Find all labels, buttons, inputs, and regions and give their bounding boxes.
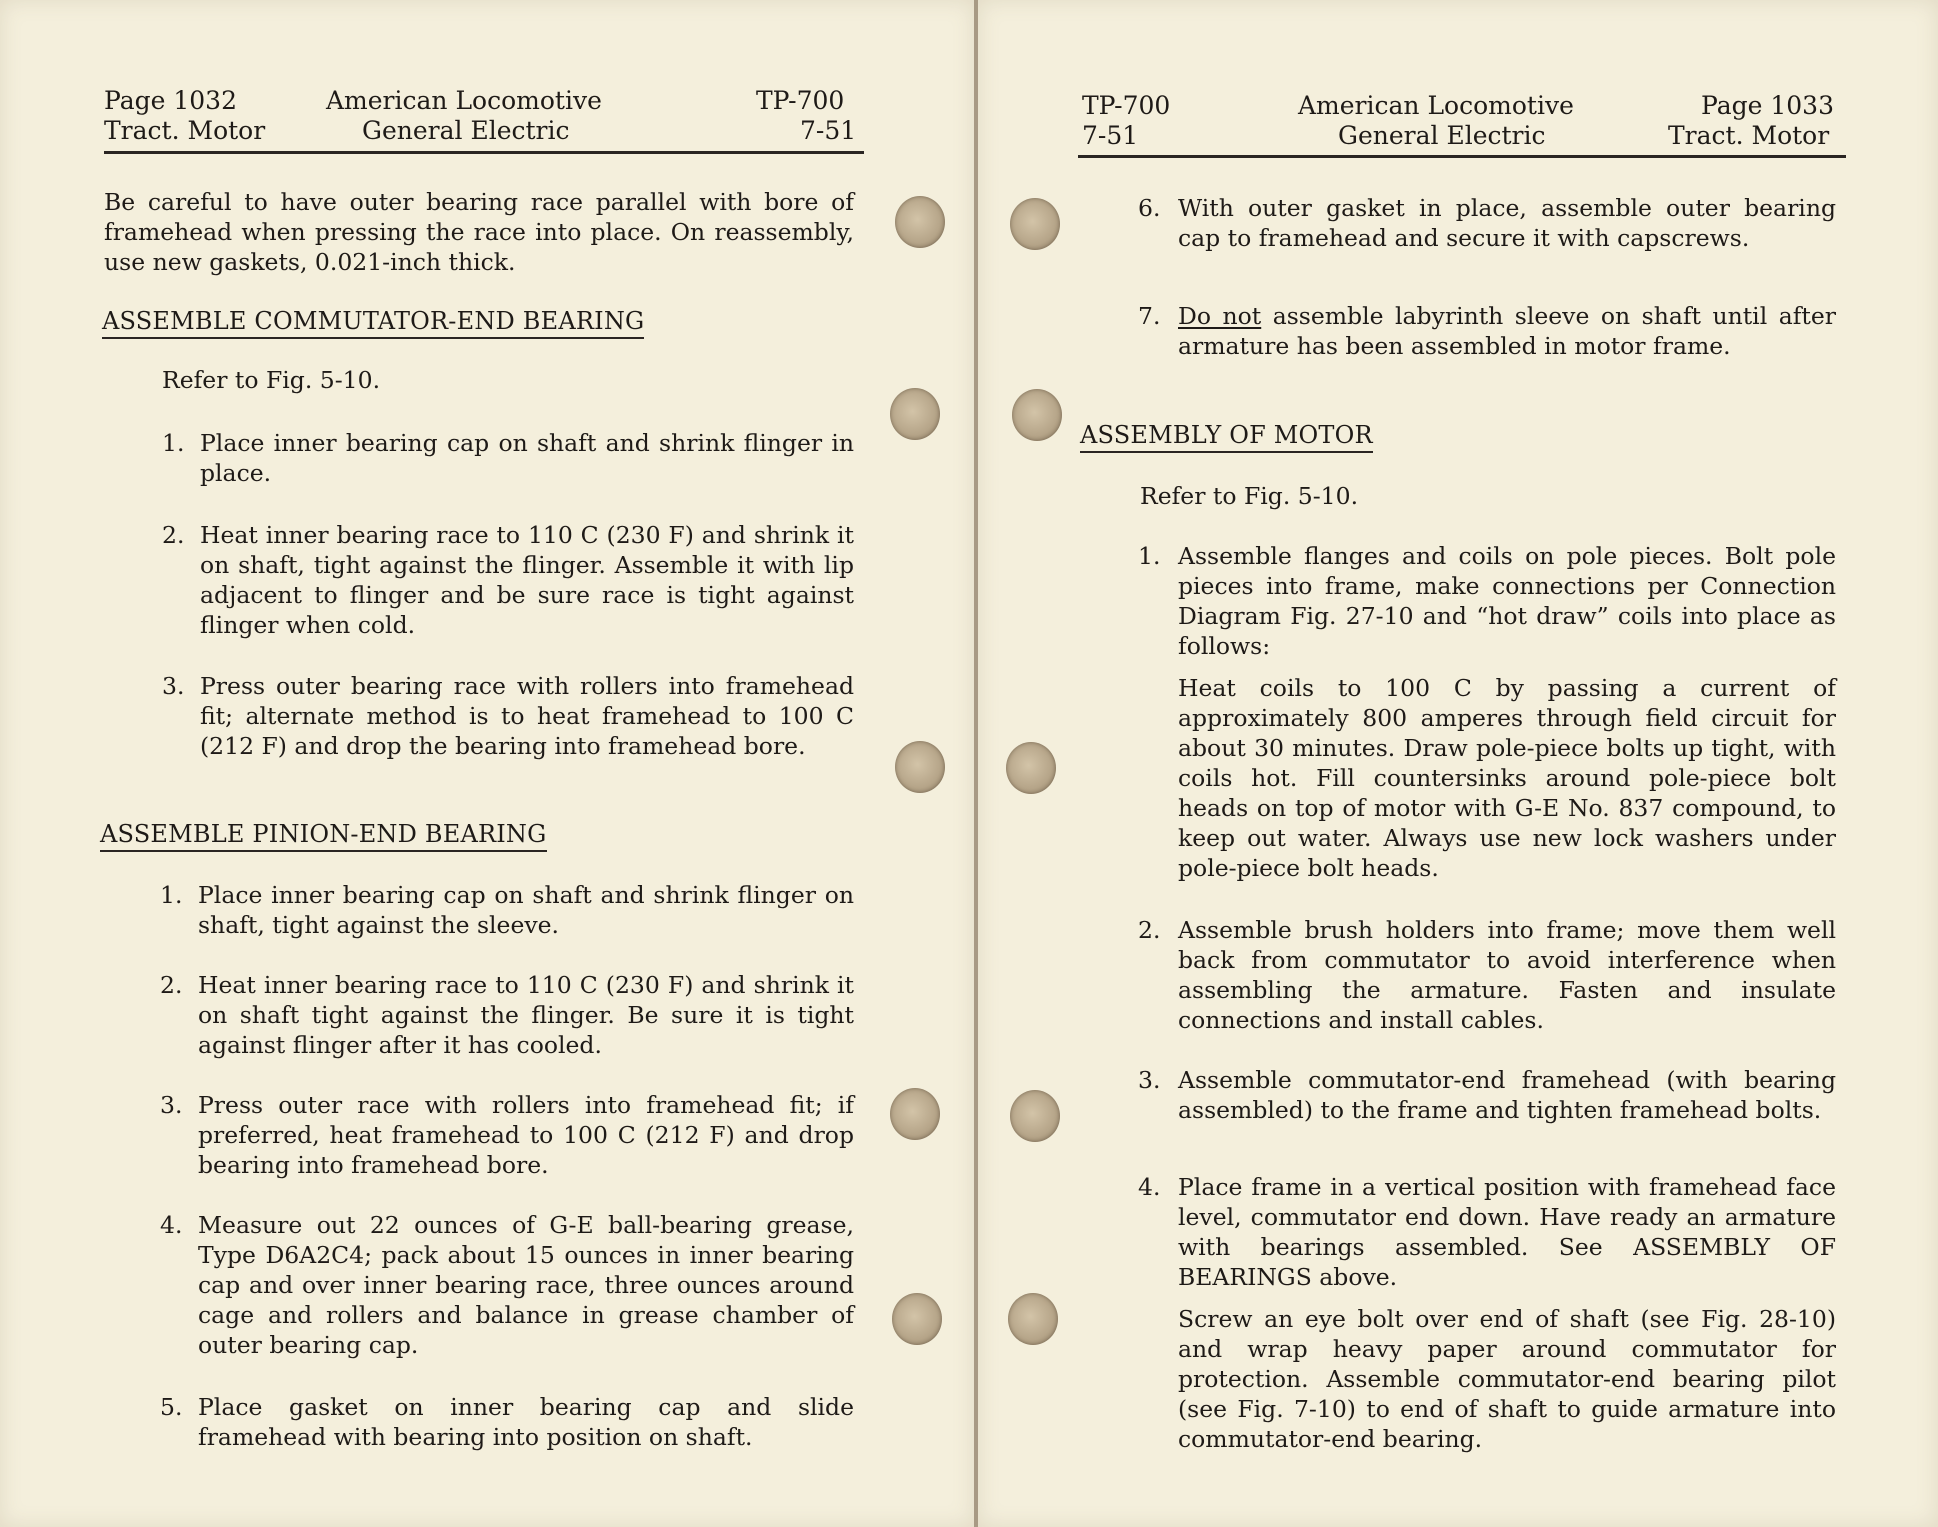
left-refer-note: Refer to Fig. 5-10. — [162, 366, 381, 394]
left-page: Page 1032 Tract. Motor American Locomotive General Electric TP-700 7-51 Be careful to have outer bearing race parallel with bore of framehead when pressing the race into place. On reassembly, use new gaskets, 0.021-inch thick. ASSEMBLE COMMUTATOR-END BEARING Refer to Fig. 5-10. 1. Place inner bearing cap on shaft and shrink flinger in place. 2. Heat inner bearing race to 110 C (230 F) and shrink it on shaft, tight against the flinger. Assemble it with lip adjacent to flinger and be sure race is tight against flinger when cold. 3. Press outer bearing race with rollers into framehead fit; alternate method is to heat framehead to 100 C (212 F) and drop the bearing into framehead bore. ASSEMBLE PINION-END BEARING 1. Place inner bearing cap on shaft and shrink flinger on shaft, tight against the sleeve. 2. Heat inner bearing race to 110 C (230 F) and shrink it on shaft tight against the flinger. Be sure it is tight against flinger after it has cooled. 3. Press outer race with rollers into framehead fit; if preferred, heat framehead to 100 C (212 F) and drop bearing into framehead bore. 4. Measure out 22 ounces of G-E ball-bearing grease, Type D6A2C4; pack about 15 ounces in inner bearing cap and over inner bearing race, three ounces around cage and rollers and balance in grease chamber of outer bearing cap. 5. Place gasket on inner bearing cap and slide framehead with bearing into position on shaft. — [0, 0, 974, 1527]
right-header-company: American Locomotive — [1298, 91, 1574, 120]
right-page-number: Page 1033 — [1701, 91, 1834, 120]
binder-hole — [1010, 1090, 1060, 1142]
left-header-company: American Locomotive — [326, 86, 602, 115]
left-page-number: Page 1032 — [104, 86, 237, 115]
emphasis-do-not: Do not — [1178, 302, 1262, 330]
right-header-date: 7-51 — [1082, 121, 1139, 150]
section-title-commutator-end: ASSEMBLE COMMUTATOR-END BEARING — [102, 306, 644, 339]
binder-hole — [890, 388, 940, 440]
section-title-assembly-of-motor: ASSEMBLY OF MOTOR — [1080, 420, 1373, 453]
section-title-pinion-end: ASSEMBLE PINION-END BEARING — [100, 819, 547, 852]
left-header-date: 7-51 — [800, 116, 857, 145]
binder-hole — [890, 1088, 940, 1140]
left-header-code: TP-700 — [756, 86, 845, 115]
right-page-subject: Tract. Motor — [1668, 121, 1830, 150]
left-header-rule — [104, 151, 864, 154]
binder-hole — [1008, 1293, 1058, 1345]
right-header-company2: General Electric — [1338, 121, 1546, 150]
right-header-rule — [1078, 155, 1846, 158]
binder-hole — [895, 741, 945, 793]
left-page-subject: Tract. Motor — [104, 116, 266, 145]
binder-hole — [1012, 389, 1062, 441]
left-header-company2: General Electric — [362, 116, 570, 145]
binder-hole — [1006, 742, 1056, 794]
right-header-code: TP-700 — [1082, 91, 1171, 120]
right-refer-note: Refer to Fig. 5-10. — [1140, 482, 1359, 510]
right-page: TP-700 7-51 American Locomotive General Electric Page 1033 Tract. Motor 6. With outer gasket in place, assemble outer bearing cap to framehead and secure it with capscrews. 7. Do not assemble labyrinth sleeve on shaft until after armature has been assembled in motor frame. ASSEMBLY OF MOTOR Refer to Fig. 5-10. 1. Assemble flanges and coils on pole pieces. Bolt pole pieces into frame, make connections per Connection Diagram Fig. 27-10 and “hot draw” coils into place as follows: Heat coils to 100 C by passing a current of approximately 800 amperes through field circuit for about 30 minutes. Draw pole-piece bolts up tight, with coils hot. Fill countersinks around pole-piece bolt heads on top of motor with G-E No. 837 compound, to keep out water. Always use new lock washers under pole-piece bolt heads. 2. Assemble brush holders into frame; move them well back from commutator to avoid interference when assembling the armature. Fasten and insulate connections and install cables. 3. Assemble commutator-end framehead (with bearing assembled) to the frame and tighten framehead bolts. 4. Place frame in a vertical position with framehead face level, commutator end down. Have ready an armature with bearings assembled. See ASSEMBLY OF BEARINGS above. Screw an eye bolt over end of shaft (see Fig. 28-10) and wrap heavy paper around commutator for protection. Assemble commutator-end bearing pilot (see Fig. 7-10) to end of shaft to guide armature into commutator-end bearing. — [978, 0, 1938, 1527]
binder-hole — [1010, 198, 1060, 250]
binder-hole — [892, 1293, 942, 1345]
binder-hole — [895, 196, 945, 248]
left-intro-paragraph: Be careful to have outer bearing race parallel with bore of framehead when pressing the race into place. On reassembly, use new gaskets, 0.021-inch thick. — [104, 188, 854, 276]
